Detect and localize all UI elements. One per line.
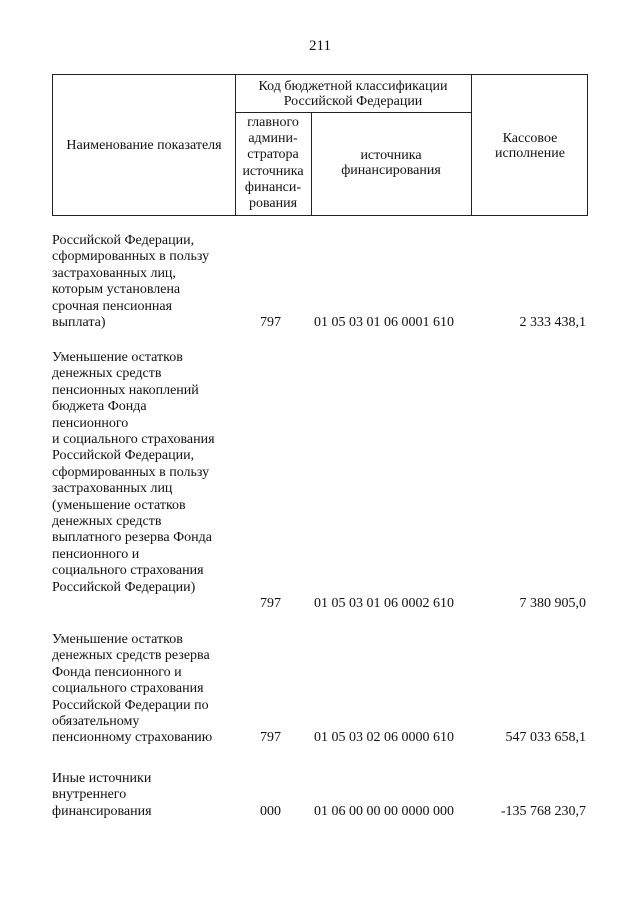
row-amount: 547 033 658,1 <box>505 730 586 745</box>
row-name-line: срочная пенсионная <box>52 298 173 314</box>
row-name-line: Уменьшение остатков <box>52 632 183 647</box>
header-code-group-line: Код бюджетной классификации <box>258 79 448 94</box>
row-name-line: обязательному <box>52 714 140 730</box>
header-source <box>311 148 471 178</box>
row-name-line: пенсионного и <box>52 546 140 562</box>
row-amount: 7 380 905,0 <box>519 596 586 611</box>
page-number: 211 <box>309 38 331 54</box>
row-name-line: выплатного резерва Фонда <box>52 530 213 546</box>
row-name-line: Российской Федерации) <box>52 579 196 595</box>
header-source-line: источника <box>360 148 422 163</box>
row-name-line: которым установлена <box>52 282 181 298</box>
row-name-line: застрахованных лиц <box>52 481 173 497</box>
row-admin-code: 797 <box>260 315 281 330</box>
row-admin-code: 797 <box>260 596 281 611</box>
row-name-line: бюджета Фонда <box>52 399 147 415</box>
row-amount: -135 768 230,7 <box>500 804 586 819</box>
row-name-line: внутреннего <box>52 787 127 803</box>
header-code-group-line: Российской Федерации <box>283 94 423 109</box>
header-admin-line: админи- <box>248 131 298 147</box>
row-source-code: 01 06 00 00 00 0000 000 <box>314 804 454 819</box>
row-admin-code: 797 <box>260 730 281 745</box>
row-name-line: денежных средств <box>52 514 162 530</box>
row-name-line: социального страхования <box>52 681 204 697</box>
row-admin-code: 000 <box>260 804 281 819</box>
row-name-line: пенсионных накоплений <box>52 382 199 398</box>
row-name-line: Уменьшение остатков <box>52 350 183 365</box>
header-name: Наименование показателя <box>66 138 222 153</box>
row-amount: 2 333 438,1 <box>519 315 586 330</box>
row-source-code: 01 05 03 02 06 0000 610 <box>314 730 454 745</box>
header-exec-line: исполнение <box>495 146 565 161</box>
header-code-group <box>235 79 471 109</box>
table-header <box>52 74 588 216</box>
row-name <box>52 632 252 747</box>
row-name-line: и социального страхования <box>52 432 215 448</box>
row-name-line: Российской Федерации, <box>52 448 195 464</box>
row-source-code: 01 05 03 01 06 0002 610 <box>314 596 454 611</box>
row-name <box>52 771 252 820</box>
row-name-line: Российской Федерации по <box>52 697 209 713</box>
row-name-line: Российской Федерации, <box>52 233 195 248</box>
row-name-line: социального страхования <box>52 563 204 579</box>
row-name-line: сформированных в пользу <box>52 249 210 265</box>
row-name-line: Иные источники <box>52 771 152 786</box>
row-source-code: 01 05 03 01 06 0001 610 <box>314 315 454 330</box>
row-name-line: Фонда пенсионного и <box>52 664 182 680</box>
row-name-line: (уменьшение остатков <box>52 497 186 513</box>
row-name-line: денежных средств резерва <box>52 648 210 664</box>
header-admin-line: главного <box>247 115 299 130</box>
row-name-line: выплата) <box>52 315 106 331</box>
header-exec <box>471 131 589 161</box>
row-name <box>52 233 252 331</box>
header-admin-line: источника <box>242 163 304 179</box>
header-admin-line: рования <box>248 196 298 212</box>
row-name-line: застрахованных лиц, <box>52 265 176 281</box>
row-name-line: пенсионному страхованию <box>52 730 213 746</box>
header-divider <box>235 112 471 113</box>
row-name <box>52 350 252 596</box>
header-source-line: финансирования <box>341 163 441 178</box>
row-name-line: пенсионного <box>52 415 129 431</box>
row-name-line: сформированных в пользу <box>52 464 210 480</box>
row-name-line: денежных средств <box>52 366 162 382</box>
header-admin <box>235 115 311 212</box>
header-exec-line: Кассовое <box>502 131 558 146</box>
header-admin-line: финанси- <box>244 179 302 195</box>
row-name-line: финансирования <box>52 803 152 819</box>
header-admin-line: стратора <box>247 147 299 163</box>
